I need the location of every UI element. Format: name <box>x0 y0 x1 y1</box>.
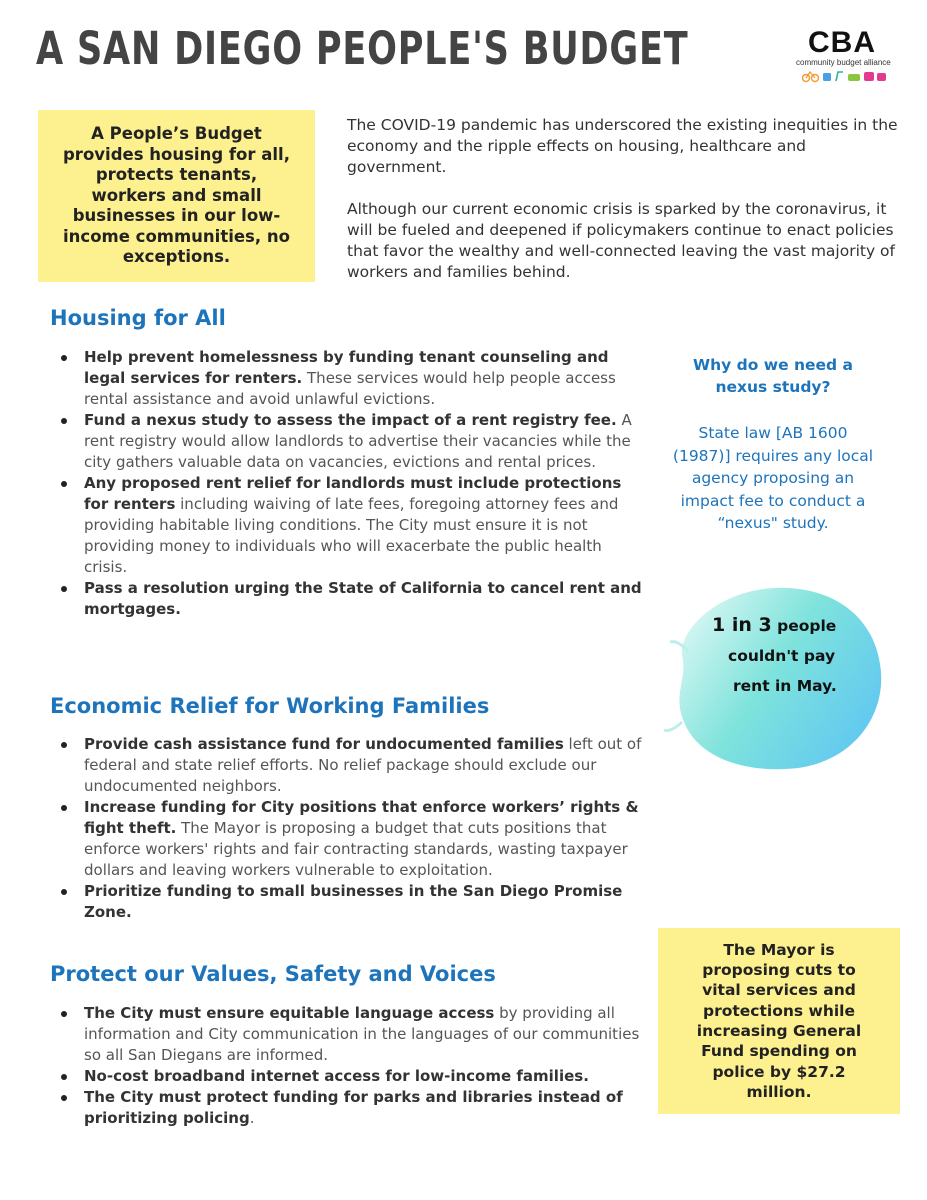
housing-list <box>60 347 645 620</box>
section-heading-economic-relief: Economic Relief for Working Families <box>50 694 490 718</box>
item-lead: Fund a nexus study to assess the impact of a rent registry fee. <box>84 411 617 429</box>
intro-highlight-box: A People’s Budget provides housing for all, protects tenants, workers and small businesses in our low-income communities, no exceptions. <box>38 110 315 282</box>
list-item <box>60 797 645 881</box>
stat-line-1 <box>712 614 836 636</box>
item-lead: Help prevent homelessness by funding tenant counseling and legal services for renters. <box>84 348 609 387</box>
mayor-highlight-box: The Mayor is proposing cuts to vital services and protections while increasing General Fund spending on police by $27.2 million. <box>658 928 900 1114</box>
intro-text <box>347 115 907 304</box>
list-item <box>60 410 645 473</box>
item-text: left out of federal and state relief efforts. No relief package should exclude our undocumented neighbors. <box>84 735 642 795</box>
cba-logo <box>792 26 892 86</box>
list-item <box>60 1066 645 1087</box>
item-lead: The City must ensure equitable language access <box>84 1004 495 1022</box>
intro-paragraph: The COVID-19 pandemic has underscored the existing inequities in the economy and the ripple effects on housing, healthcare and government. <box>347 116 898 176</box>
item-lead: Provide cash assistance fund for undocumented families <box>84 735 564 753</box>
item-lead: The City must protect funding for parks and libraries instead of prioritizing policing <box>84 1088 623 1127</box>
item-lead: Prioritize funding to small businesses in the San Diego Promise Zone. <box>84 882 623 921</box>
section-heading-values: Protect our Values, Safety and Voices <box>50 962 496 986</box>
page-title: A SAN DIEGO PEOPLE'S BUDGET <box>36 22 689 75</box>
intro-paragraph: Although our current economic crisis is sparked by the coronavirus, it will be fueled and deepened if policymakers continue to enact policies that favor the wealthy and well-connected leaving the vast majority of workers and families behind. <box>347 200 896 281</box>
nexus-study-callout <box>668 354 878 535</box>
values-list <box>60 1003 645 1129</box>
item-text: The Mayor is proposing a budget that cuts positions that enforce workers' rights and fair contracting standards, wasting taxpayer dollars and leaving workers vulnerable to exploitation. <box>84 819 628 879</box>
stat-line-2: couldn't pay <box>728 647 836 665</box>
stat-line-3: rent in May. <box>733 677 837 695</box>
item-text: . <box>249 1109 255 1127</box>
list-item <box>60 881 645 923</box>
economic-relief-list <box>60 734 645 923</box>
item-text: These services would help people access rental assistance and avoid unlawful evictions. <box>84 369 616 408</box>
list-item <box>60 1003 645 1066</box>
list-item <box>60 734 645 797</box>
stat-number: 1 in 3 <box>712 614 772 636</box>
logo-subtitle: community budget alliance <box>796 58 891 67</box>
item-text: A rent registry would allow landlords to advertise their vacancies while the city gathers valuable data on vacancies, evictions and rental prices. <box>84 411 632 471</box>
logo-icons <box>802 69 888 83</box>
item-text: by providing all information and City communication in the languages of our communities so all San Diegans are informed. <box>84 1004 640 1064</box>
logo-text: CBA <box>808 26 876 59</box>
list-item <box>60 347 645 410</box>
item-text: including waiving of late fees, foregoing attorney fees and providing habitable living conditions. The City must ensure it is not providing money to individuals who will exacerbate the public health crisis. <box>84 495 619 576</box>
list-item <box>60 473 645 578</box>
section-heading-housing: Housing for All <box>50 306 226 330</box>
nexus-answer: State law [AB 1600 (1987)] requires any local agency proposing an impact fee to conduct a “nexus" study. <box>672 424 874 532</box>
item-lead: No-cost broadband internet access for low-income families. <box>84 1067 589 1085</box>
nexus-question: Why do we need a nexus study? <box>692 356 853 396</box>
item-lead: Increase funding for City positions that enforce workers’ rights & fight theft. <box>84 798 639 837</box>
item-lead: Any proposed rent relief for landlords must include protections for renters <box>84 474 622 513</box>
item-lead: Pass a resolution urging the State of California to cancel rent and mortgages. <box>84 579 642 618</box>
stat-line-1-text: people <box>777 617 837 635</box>
list-item <box>60 578 645 620</box>
list-item <box>60 1087 645 1129</box>
